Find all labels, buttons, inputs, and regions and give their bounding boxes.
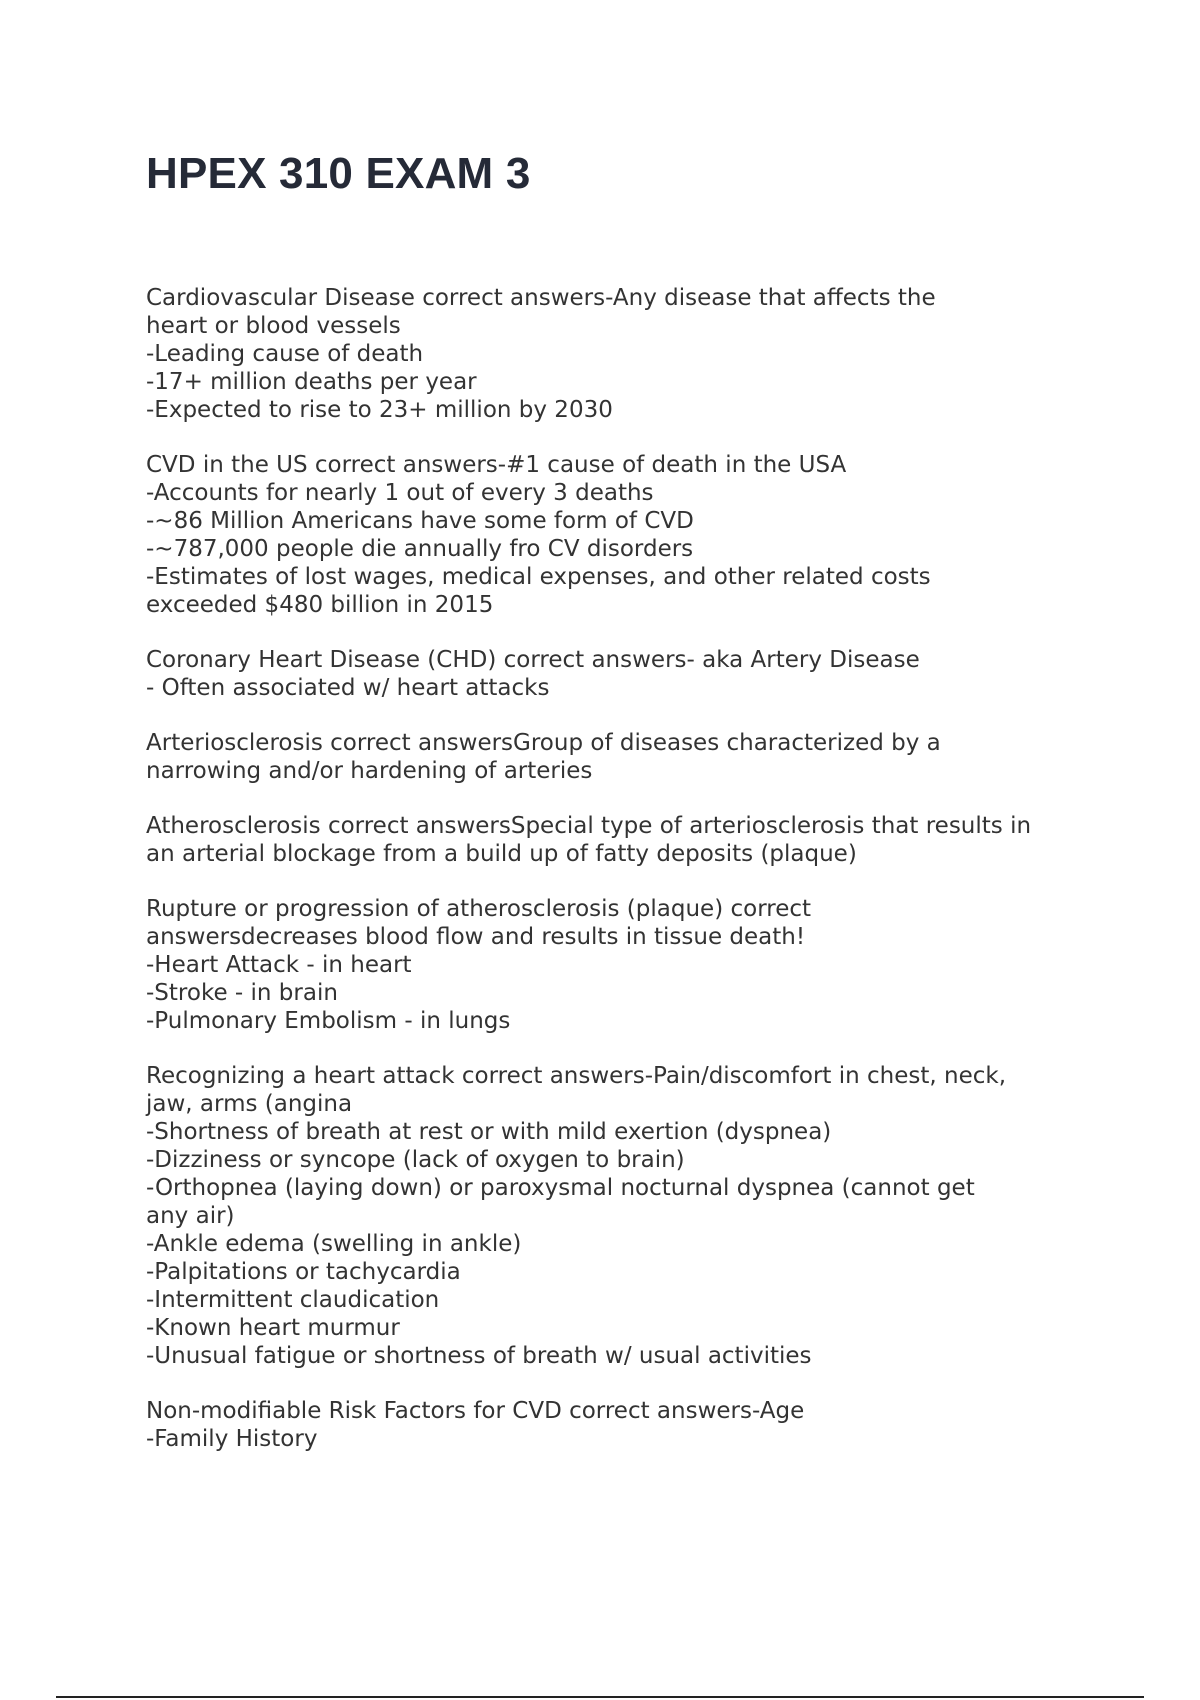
entry-line: -Known heart murmur (146, 1315, 400, 1341)
entry-line: any air) (146, 1203, 235, 1229)
document-body (146, 284, 1146, 1453)
flashcard-entry (146, 812, 1146, 868)
entry-line: -Leading cause of death (146, 341, 424, 367)
entry-line: -Dizziness or syncope (lack of oxygen to brain) (146, 1147, 685, 1173)
entry-line: Recognizing a heart attack correct answers-Pain/discomfort in chest, neck, (146, 1063, 1007, 1089)
entry-line: -Ankle edema (swelling in ankle) (146, 1231, 522, 1257)
entry-line: Arteriosclerosis correct answersGroup of diseases characterized by a (146, 730, 941, 756)
flashcard-entry (146, 1062, 1146, 1370)
flashcard-entry (146, 1397, 1146, 1453)
entry-line: Cardiovascular Disease correct answers-Any disease that affects the (146, 285, 936, 311)
entry-line: Non-modifiable Risk Factors for CVD correct answers-Age (146, 1398, 805, 1424)
flashcard-entry (146, 284, 1146, 424)
entry-line: heart or blood vessels (146, 313, 401, 339)
entry-line: jaw, arms (angina (146, 1091, 353, 1117)
entry-line: an arterial blockage from a build up of fatty deposits (plaque) (146, 841, 857, 867)
entry-line: -~787,000 people die annually fro CV disorders (146, 536, 694, 562)
entry-line: Atherosclerosis correct answersSpecial type of arteriosclerosis that results in (146, 813, 1032, 839)
document-title: HPEX 310 EXAM 3 (146, 149, 531, 198)
entry-line: CVD in the US correct answers-#1 cause of death in the USA (146, 452, 847, 478)
entry-line: -Pulmonary Embolism - in lungs (146, 1008, 511, 1034)
entry-line: exceeded $480 billion in 2015 (146, 592, 494, 618)
entry-line: Coronary Heart Disease (CHD) correct answers- aka Artery Disease (146, 647, 920, 673)
entry-line: answersdecreases blood flow and results in tissue death! (146, 924, 806, 950)
entry-line: narrowing and/or hardening of arteries (146, 758, 593, 784)
entry-line: -Intermittent claudication (146, 1287, 440, 1313)
flashcard-entry (146, 451, 1146, 619)
entry-line: Rupture or progression of atherosclerosis (plaque) correct (146, 896, 812, 922)
entry-line: -Family History (146, 1426, 318, 1452)
flashcard-entry (146, 729, 1146, 785)
entry-line: -Accounts for nearly 1 out of every 3 deaths (146, 480, 654, 506)
flashcard-entry (146, 646, 1146, 702)
entry-line: -Estimates of lost wages, medical expenses, and other related costs (146, 564, 931, 590)
flashcard-entry (146, 895, 1146, 1035)
entry-line: -Palpitations or tachycardia (146, 1259, 461, 1285)
entry-line: -Expected to rise to 23+ million by 2030 (146, 397, 613, 423)
entry-line: -Heart Attack - in heart (146, 952, 412, 978)
entry-line: -Shortness of breath at rest or with mild exertion (dyspnea) (146, 1119, 832, 1145)
entry-line: -Stroke - in brain (146, 980, 338, 1006)
entry-line: -17+ million deaths per year (146, 369, 477, 395)
entry-line: -~86 Million Americans have some form of CVD (146, 508, 694, 534)
entry-line: -Orthopnea (laying down) or paroxysmal nocturnal dyspnea (cannot get (146, 1175, 975, 1201)
footer-divider (56, 1696, 1144, 1698)
entry-line: - Often associated w/ heart attacks (146, 675, 550, 701)
entry-line: -Unusual fatigue or shortness of breath w/ usual activities (146, 1343, 812, 1369)
